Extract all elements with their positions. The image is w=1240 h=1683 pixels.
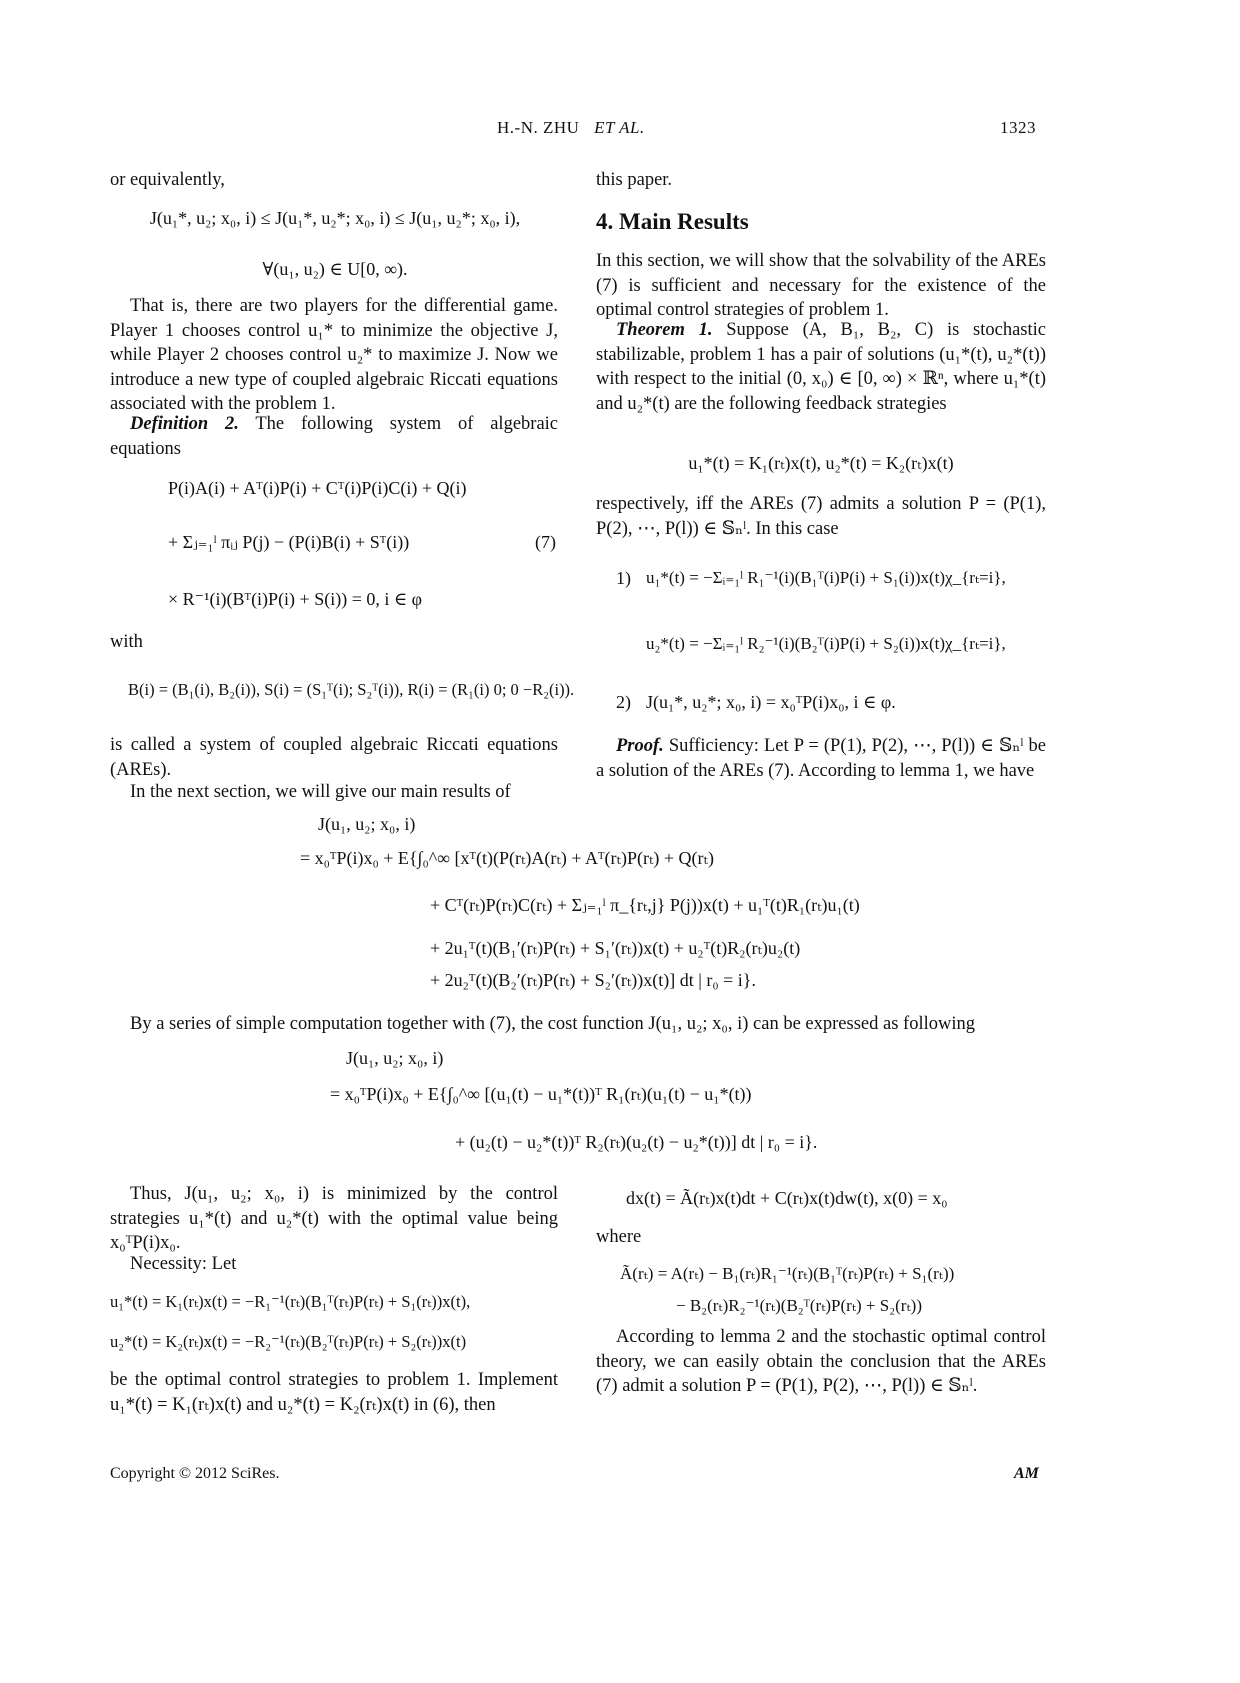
- proof: [596, 734, 1046, 783]
- para-equivalently: or equivalently,: [110, 170, 225, 190]
- item-1-eq-2: u₂*(t) = −Σᵢ₌₁ˡ R₂⁻¹(i)(B₂ᵀ(i)P(i) + S₂(i))x(t)χ_{rₜ=i},: [646, 634, 1006, 653]
- eqA-line3: + Cᵀ(rₜ)P(rₜ)C(rₜ) + Σⱼ₌₁ˡ π_{rₜ,j} P(j))x(t) + u₁ᵀ(t)R₁(rₜ)u₁(t): [430, 895, 860, 915]
- item-1-label: 1): [616, 568, 631, 588]
- proof-text: Sufficiency: Let P = (P(1), P(2), ⋯, P(l)) ∈ 𝕊ₙˡ be a solution of the AREs (7). According to lemma 1, we have: [596, 736, 1046, 781]
- para-implement: be the optimal control strategies to problem 1. Implement u₁*(t) = K₁(rₜ)x(t) and u₂*(t) = K₂(rₜ)x(t) in (6), then: [110, 1370, 558, 1415]
- eqB-line1: J(u₁, u₂; x₀, i): [346, 1048, 444, 1068]
- running-head-etal: ET AL.: [594, 118, 645, 137]
- proof-label: Proof.: [616, 736, 664, 756]
- eq-sde: dx(t) = Ã(rₜ)x(t)dt + C(rₜ)x(t)dw(t), x(0) = x₀: [626, 1188, 948, 1208]
- para-players: That is, there are two players for the differential game. Player 1 chooses control u₁* to minimize the objective J, while Player 2 chooses control u₂* to maximize J. Now we introduce a new type of coupled algebraic Riccati equations associated with the problem 1.: [110, 296, 558, 414]
- eq7-line2: + Σⱼ₌₁ˡ πᵢⱼ P(j) − (P(i)B(i) + Sᵀ(i)): [168, 532, 410, 552]
- para-where: where: [596, 1227, 642, 1247]
- eqB-line2: = x₀ᵀP(i)x₀ + E{∫₀^∞ [(u₁(t) − u₁*(t))ᵀ R₁(rₜ)(u₁(t) − u₁*(t)): [330, 1084, 752, 1104]
- eq7-number: (7): [535, 532, 556, 552]
- eq-Atilde-2: − B₂(rₜ)R₂⁻¹(rₜ)(B₂ᵀ(rₜ)P(rₜ) + S₂(rₜ)): [676, 1296, 922, 1315]
- definition-text: The following system of algebraic equations: [110, 414, 559, 459]
- item-2-eq: J(u₁*, u₂*; x₀, i) = x₀ᵀP(i)x₀, i ∈ φ.: [646, 692, 896, 712]
- eqA-line5: + 2u₂ᵀ(t)(B₂′(rₜ)P(rₜ) + S₂′(rₜ))x(t)] dt | r₀ = i}.: [430, 970, 756, 990]
- definition-2: [110, 412, 558, 461]
- eqA-line2: = x₀ᵀP(i)x₀ + E{∫₀^∞ [xᵀ(t)(P(rₜ)A(rₜ) + Aᵀ(rₜ)P(rₜ) + Q(rₜ): [300, 848, 714, 868]
- para-called: is called a system of coupled algebraic Riccati equations (AREs).: [110, 735, 558, 780]
- eq7-line3: × R⁻¹(i)(Bᵀ(i)P(i) + S(i)) = 0, i ∈ φ: [168, 589, 423, 609]
- eqA-line1: J(u₁, u₂; x₀, i): [318, 814, 416, 834]
- eq-necessity-2: u₂*(t) = K₂(rₜ)x(t) = −R₂⁻¹(rₜ)(B₂ᵀ(rₜ)P(rₜ) + S₂(rₜ))x(t): [110, 1332, 467, 1351]
- section-title: 4. Main Results: [596, 209, 749, 234]
- para-respectively: respectively, iff the AREs (7) admits a solution P = (P(1), P(2), ⋯, P(l)) ∈ 𝕊ₙˡ. In this case: [596, 494, 1046, 539]
- para-with: with: [110, 632, 143, 652]
- eqA-line4: + 2u₁ᵀ(t)(B₁′(rₜ)P(rₜ) + S₁′(rₜ))x(t) + u₂ᵀ(t)R₂(rₜ)u₂(t): [430, 938, 801, 958]
- eqB-line3: + (u₂(t) − u₂*(t))ᵀ R₂(rₜ)(u₂(t) − u₂*(t))] dt | r₀ = i}.: [455, 1132, 818, 1152]
- item-1-eq-1: u₁*(t) = −Σᵢ₌₁ˡ R₁⁻¹(i)(B₁ᵀ(i)P(i) + S₁(i))x(t)χ_{rₜ=i},: [646, 568, 1006, 587]
- para-intro: In this section, we will show that the solvability of the AREs (7) is sufficient and necessary for the existence of the optimal control strategies of problem 1.: [596, 251, 1046, 320]
- para-next: In the next section, we will give our main results of: [130, 782, 511, 802]
- eq7-line1: P(i)A(i) + Aᵀ(i)P(i) + Cᵀ(i)P(i)C(i) + Q(i): [168, 478, 467, 498]
- para-this-paper: this paper.: [596, 170, 673, 190]
- eq-feedback: u₁*(t) = K₁(rₜ)x(t), u₂*(t) = K₂(rₜ)x(t): [688, 453, 954, 473]
- footer-copyright: Copyright © 2012 SciRes.: [110, 1465, 280, 1482]
- theorem-1: [596, 318, 1046, 416]
- eq-necessity-1: u₁*(t) = K₁(rₜ)x(t) = −R₁⁻¹(rₜ)(B₁ᵀ(rₜ)P(rₜ) + S₁(rₜ))x(t),: [110, 1292, 471, 1311]
- eq-Atilde-1: Ã(rₜ) = A(rₜ) − B₁(rₜ)R₁⁻¹(rₜ)(B₁ᵀ(rₜ)P(rₜ) + S₁(rₜ)): [620, 1264, 955, 1283]
- running-head-author: H.-N. ZHU: [497, 118, 580, 137]
- eq-saddle-1: J(u₁*, u₂; x₀, i) ≤ J(u₁*, u₂*; x₀, i) ≤ J(u₁, u₂*; x₀, i),: [149, 208, 521, 228]
- eq-saddle-2: ∀(u₁, u₂) ∈ U[0, ∞).: [262, 259, 408, 279]
- item-2-label: 2): [616, 692, 631, 712]
- para-thus: Thus, J(u₁, u₂; x₀, i) is minimized by the control strategies u₁*(t) and u₂*(t) with the optimal value being x₀ᵀP(i)x₀.: [110, 1184, 558, 1253]
- theorem-text: Suppose (A, B₁, B₂, C) is stochastic stabilizable, problem 1 has a pair of solutions (u₁*(t), u₂*(t)) with respect to the initial (0, x₀) ∈ [0, ∞) × ℝⁿ, where u₁*(t) and u₂*(t) are the following feedback strategies: [596, 320, 1046, 414]
- para-series: By a series of simple computation together with (7), the cost function J(u₁, u₂; x₀, i) can be expressed as following: [130, 1014, 975, 1034]
- footer-journal: AM: [1014, 1465, 1039, 1482]
- page-number: 1323: [1000, 118, 1036, 137]
- para-according: According to lemma 2 and the stochastic optimal control theory, we can easily obtain the conclusion that the AREs (7) admit a solution P = (P(1), P(2), ⋯, P(l)) ∈ 𝕊ₙˡ.: [596, 1327, 1046, 1396]
- para-necessity: Necessity: Let: [130, 1254, 237, 1274]
- definition-label: Definition 2.: [130, 414, 239, 434]
- running-head: [497, 118, 645, 138]
- eq-BSR: B(i) = (B₁(i), B₂(i)), S(i) = (S₁ᵀ(i); S₂ᵀ(i)), R(i) = (R₁(i) 0; 0 −R₂(i)).: [128, 680, 575, 699]
- theorem-label: Theorem 1.: [616, 320, 713, 340]
